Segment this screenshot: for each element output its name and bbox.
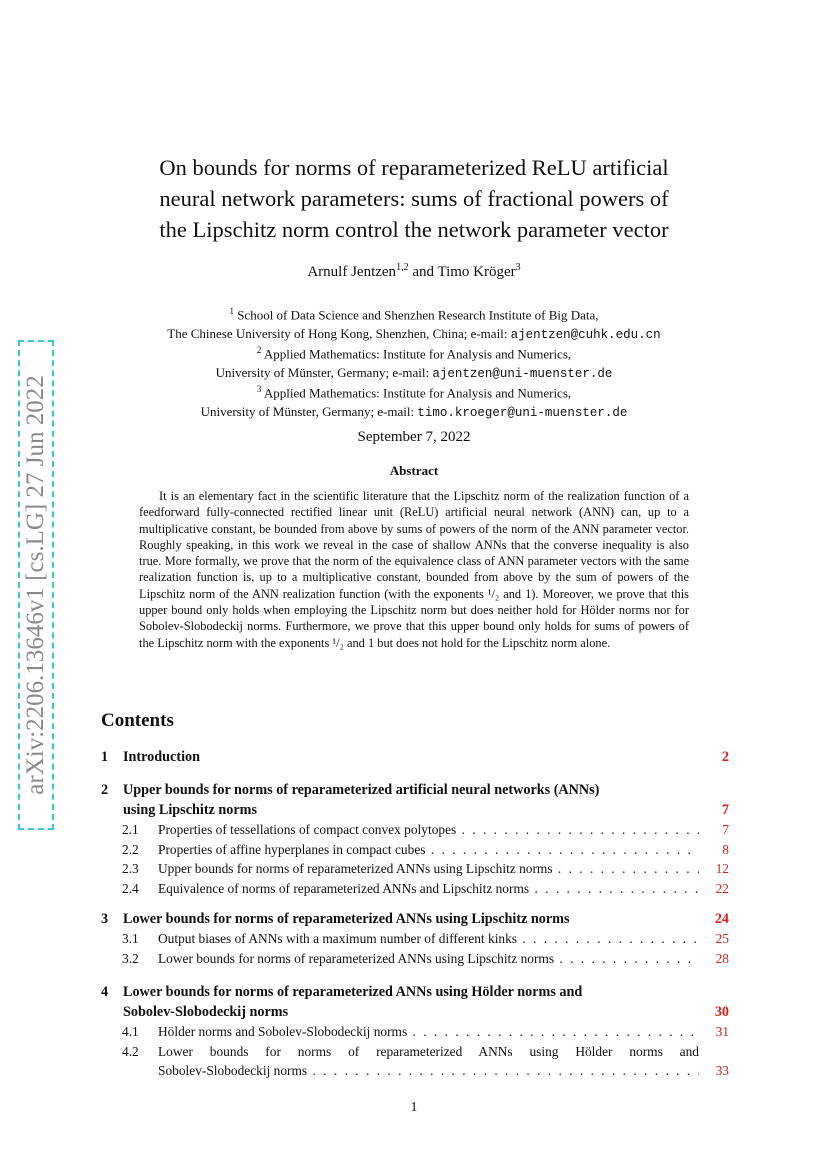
toc-section-number: 2 — [101, 782, 109, 798]
toc-section-3[interactable] — [101, 909, 729, 968]
toc-sub-title: Lower bounds for norms of reparameterized ANNs using Hölder norms and — [158, 1043, 699, 1059]
toc-page-link[interactable]: 22 — [715, 880, 729, 896]
toc-section-title-cont: using Lipschitz norms — [123, 802, 258, 818]
toc-page-link[interactable]: 12 — [715, 861, 729, 876]
affiliation — [100, 341, 728, 384]
toc-section-number: 3 — [101, 911, 109, 927]
toc-page-link[interactable]: 33 — [715, 1063, 729, 1078]
toc-sub-title: Upper bounds for norms of reparameterized ANNs using Lipschitz norms . . . — [158, 859, 699, 879]
toc-sub-title: Properties of tessellations of compact convex polytopes . . . — [158, 820, 699, 840]
toc-section-1[interactable] — [101, 747, 729, 767]
toc-subsection[interactable] — [101, 949, 729, 969]
toc-sub-title-cont: Sobolev-Slobodeckij norms . . . — [158, 1061, 699, 1081]
title-line: On bounds for norms of reparameterized ReLU artificial — [159, 155, 669, 180]
affil-line: The Chinese University of Hong Kong, Shenzhen, China; e-mail: — [167, 326, 511, 342]
toc-section-4[interactable] — [101, 982, 729, 1081]
toc-section-2[interactable] — [101, 780, 729, 898]
toc-page-link[interactable]: 30 — [714, 1004, 729, 1020]
affil-sup: 3 — [256, 384, 262, 394]
affil-line: University of Münster, Germany; e-mail: — [200, 404, 418, 420]
paper-date: September 7, 2022 — [357, 429, 471, 445]
affil-sup: 1 — [229, 306, 234, 316]
toc-page-link[interactable]: 2 — [721, 749, 729, 765]
email-link[interactable]: ajentzen@cuhk.edu.cn — [510, 328, 661, 343]
toc-sub-title: Output biases of ANNs with a maximum number of different kinks . . . — [158, 929, 699, 949]
toc-page-link[interactable]: 24 — [714, 911, 729, 927]
authors — [100, 262, 728, 281]
toc-section-number: 1 — [101, 749, 109, 765]
author-affil-sup: 3 — [515, 262, 521, 273]
toc-sub-number: 2.2 — [122, 841, 139, 857]
title-line: the Lipschitz norm control the network parameter vector — [159, 217, 669, 242]
affil-line: University of Münster, Germany; e-mail: — [215, 365, 433, 381]
toc-subsection[interactable] — [101, 879, 729, 899]
toc-subsection[interactable] — [101, 859, 729, 879]
toc-sub-title: Hölder norms and Sobolev-Slobodeckij norms . . . — [158, 1022, 699, 1042]
toc-subsection-cont[interactable] — [101, 1061, 729, 1081]
toc-sub-number: 2.3 — [122, 861, 139, 876]
toc-sub-number: 4.1 — [122, 1024, 139, 1039]
abstract-heading: Abstract — [389, 463, 439, 478]
toc-section-title: Lower bounds for norms of reparameterized ANNs using Lipschitz norms — [123, 911, 570, 927]
email-link[interactable]: ajentzen@uni-muenster.de — [432, 367, 613, 382]
paper-title — [100, 152, 728, 245]
toc-section-title-cont: Sobolev-Slobodeckij norms — [123, 1004, 289, 1020]
toc-page-link[interactable]: 7 — [722, 822, 729, 837]
toc-subsection[interactable] — [101, 929, 729, 949]
abstract-text: It is an elementary fact in the scientific literature that the Lipschitz norm of the realization function of a feedforward fully-connected rectified linear unit (ReLU) artificial neural network (ANN) can, up to a multiplicative constant, be bounded from above by sums of powers of the norm of the ANN parameter vector. Roughly speaking, in this work we reveal in the case of shallow ANNs that the converse inequality is also true. More formally, we prove that the norm of the equivalence class of ANN parameter vectors with the same realization function is, up to a multiplicative constant, bounded from above by the sum of powers of the Lipschitz norm of the ANN realization function (with the exponents ¹/₂ and 1). Moreover, we prove that this upper bound only holds when employing the Lipschitz norm but does neither hold for Hölder norms nor for Sobolev-Slobodeckij norms. Furthermore, we prove that this upper bound only holds for sums of powers of the Lipschitz norm with the exponents ¹/₂ and 1 but does not hold for the Lipschitz norm alone. — [139, 489, 689, 650]
arxiv-stamp: arXiv:2206.13646v1 [cs.LG] 27 Jun 2022 — [22, 375, 49, 795]
toc-page-link[interactable]: 31 — [715, 1024, 729, 1039]
toc-sub-number: 3.1 — [122, 931, 139, 946]
affiliation — [100, 380, 728, 423]
toc-subsection[interactable] — [101, 1022, 729, 1042]
contents-heading: Contents — [101, 710, 174, 731]
toc-section-number: 4 — [101, 984, 109, 1000]
toc-sub-number: 3.2 — [122, 950, 139, 966]
toc-sub-title: Lower bounds for norms of reparameterized ANNs using Lipschitz norms . . . — [158, 949, 699, 969]
toc-page-link[interactable]: 28 — [715, 950, 729, 966]
page-number: 1 — [410, 1100, 418, 1115]
toc-sub-title: Equivalence of norms of reparameterized ANNs and Lipschitz norms . . . — [158, 879, 699, 899]
toc-subsection[interactable] — [101, 820, 729, 840]
affil-sup: 2 — [256, 345, 262, 355]
title-line: neural network parameters: sums of fractional powers of — [159, 186, 669, 211]
toc-page-link[interactable]: 25 — [715, 931, 729, 946]
affil-line: Applied Mathematics: Institute for Analysis and Numerics, — [261, 346, 572, 362]
toc-section-title: Introduction — [123, 749, 200, 765]
toc-page-link[interactable]: 7 — [721, 802, 729, 818]
author-conjunction: and — [408, 264, 438, 280]
email-link[interactable]: timo.kroeger@uni-muenster.de — [417, 406, 628, 421]
author-affil-sup: 1,2 — [396, 262, 409, 273]
toc-sub-number: 2.1 — [122, 822, 139, 837]
toc-sub-number: 4.2 — [122, 1043, 139, 1059]
affiliation — [100, 302, 728, 345]
toc-sub-number: 2.4 — [122, 880, 139, 896]
toc-page-link[interactable]: 8 — [722, 841, 729, 857]
affil-line: School of Data Science and Shenzhen Research Institute of Big Data, — [233, 307, 599, 323]
toc-section-title: Lower bounds for norms of reparameterized ANNs using Hölder norms and — [123, 984, 583, 1000]
toc-subsection[interactable] — [101, 1042, 729, 1062]
author-name: Arnulf Jentzen — [307, 264, 397, 280]
toc-subsection[interactable] — [101, 840, 729, 860]
toc-section-title: Upper bounds for norms of reparameterized artificial neural networks (ANNs) — [123, 782, 600, 798]
toc-sub-title: Properties of affine hyperplanes in compact cubes . . . — [158, 840, 699, 860]
author-name: Timo Kröger — [437, 264, 516, 280]
affil-line: Applied Mathematics: Institute for Analysis and Numerics, — [261, 385, 572, 401]
